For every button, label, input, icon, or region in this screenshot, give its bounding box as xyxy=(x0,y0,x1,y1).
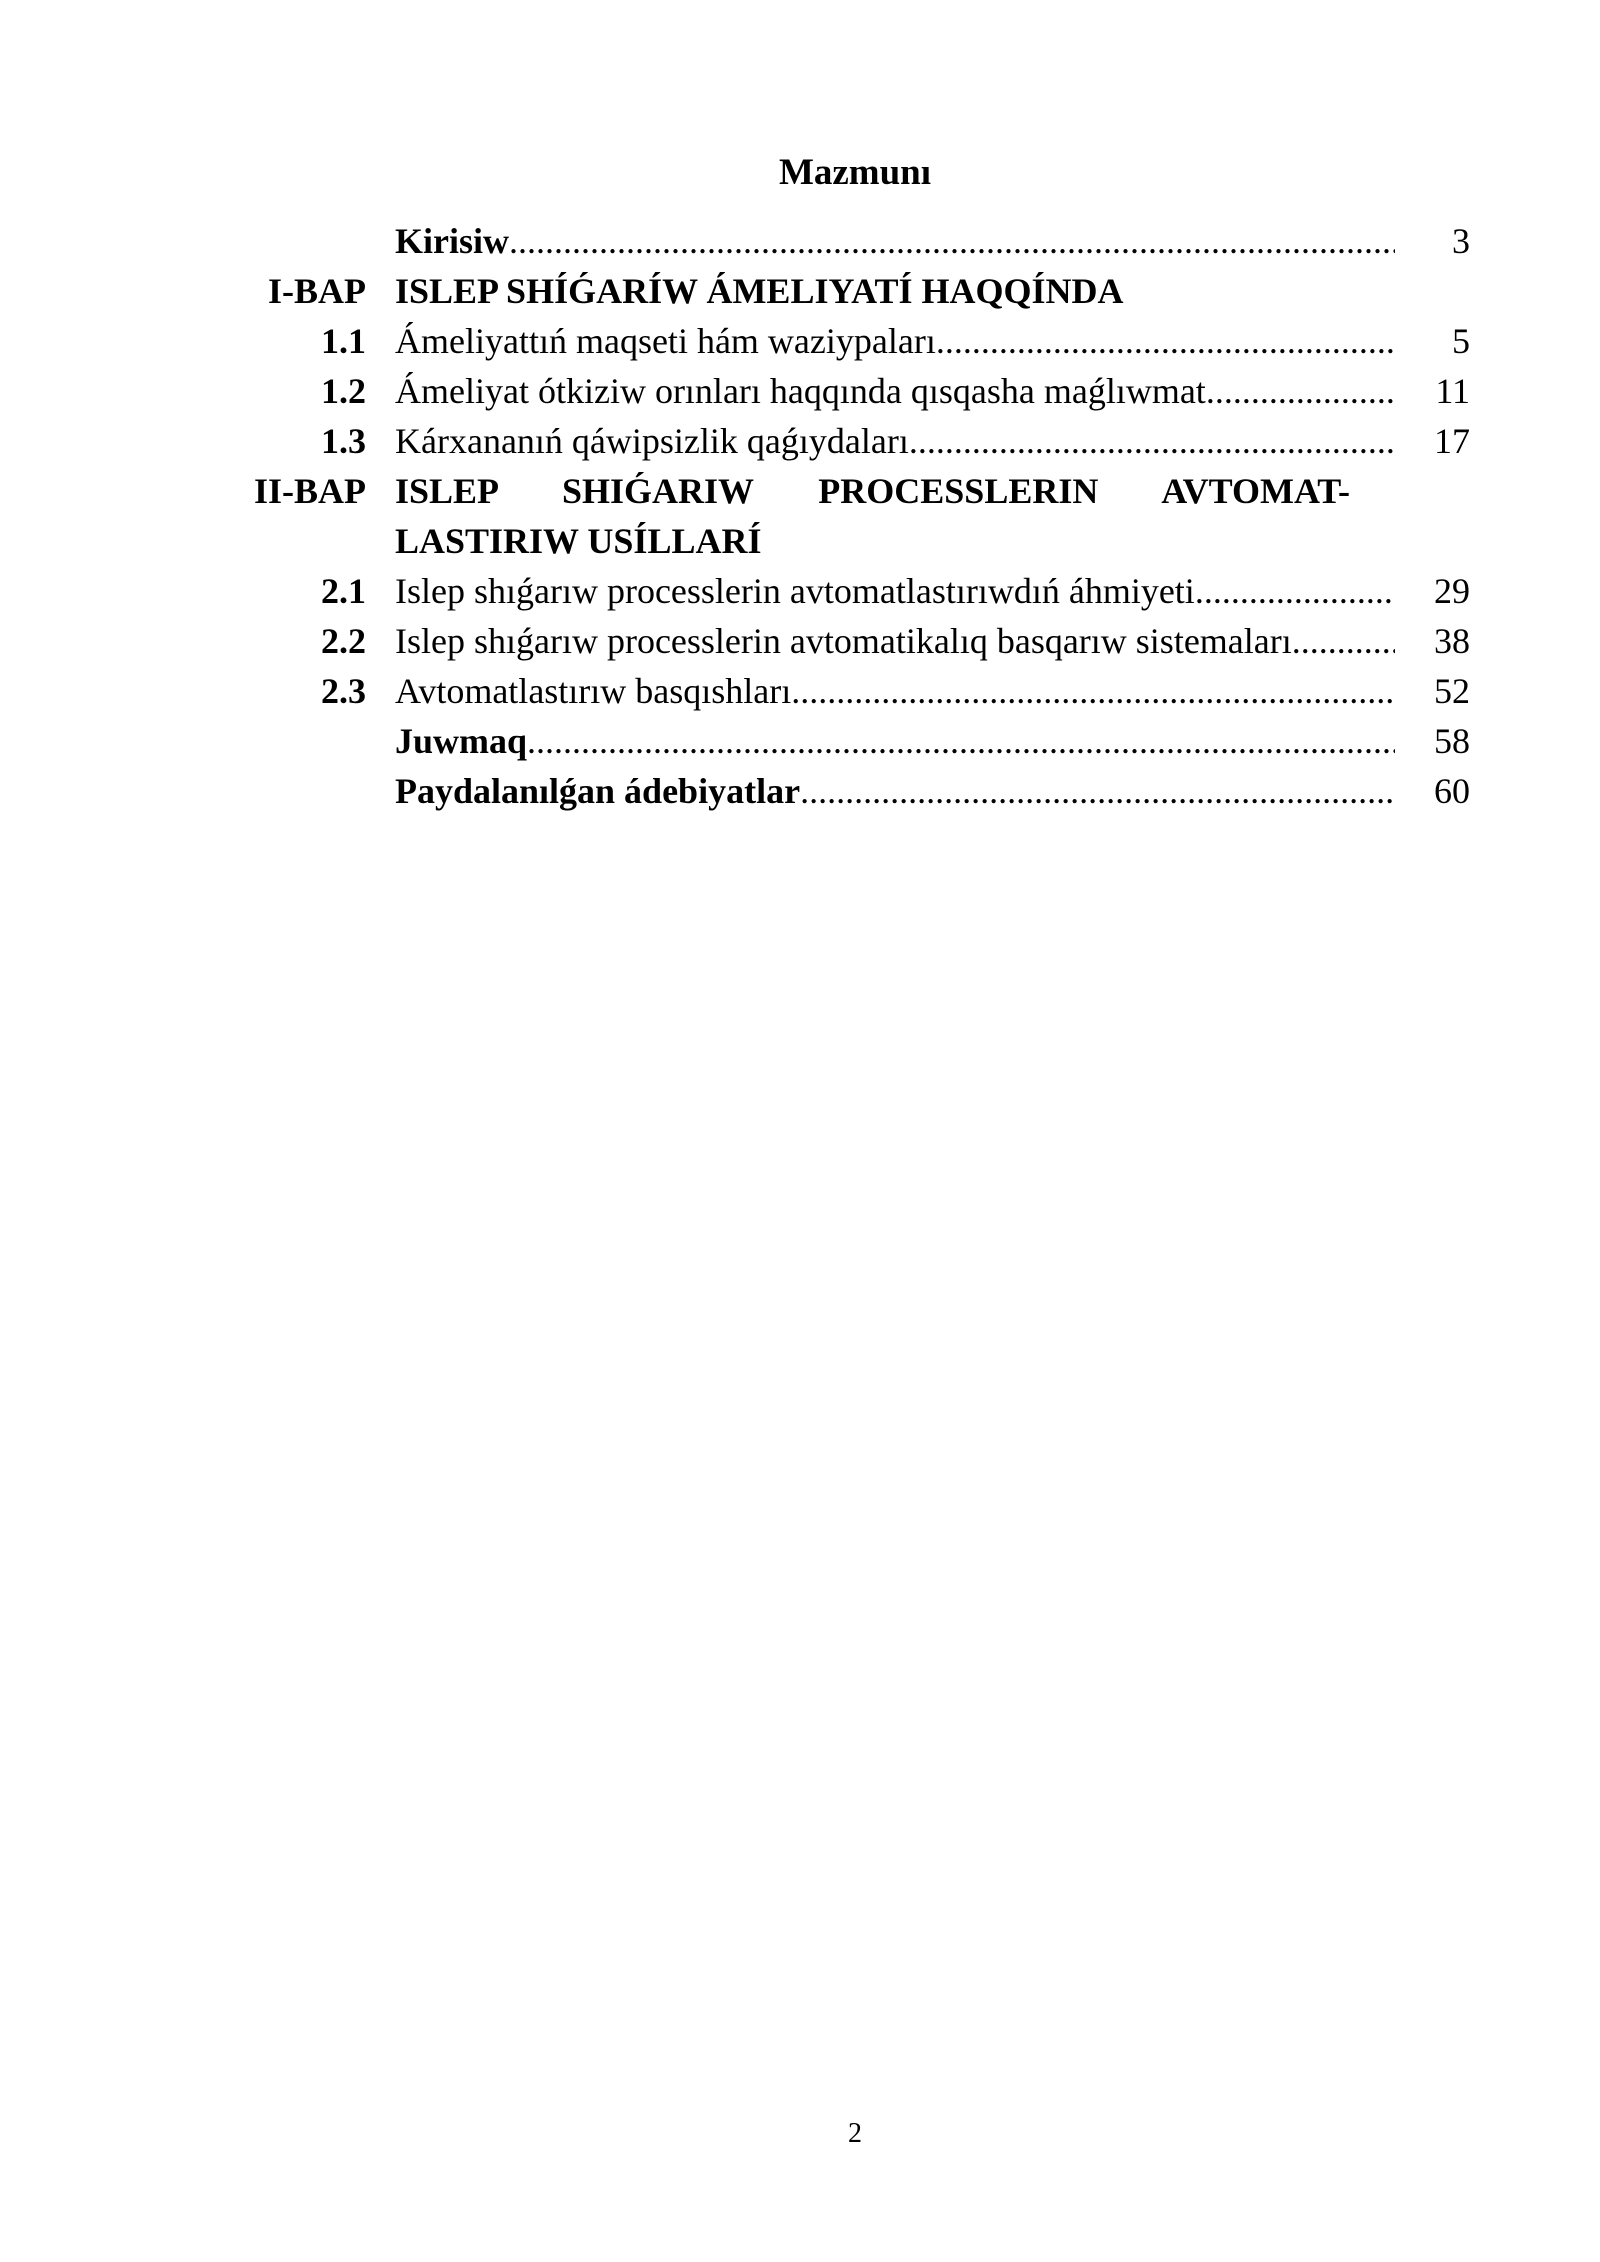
toc-chapter-title-line1: ISLEP SHIǴARIW PROCESSLERIN AVTOMAT- xyxy=(395,471,1350,511)
table-of-contents xyxy=(230,216,1470,816)
toc-entry-number: 1.3 xyxy=(321,421,366,461)
toc-entry-title xyxy=(395,216,1395,266)
dot-leader xyxy=(509,216,1395,266)
dot-leader xyxy=(791,666,1395,716)
toc-entry-number: 1.1 xyxy=(321,321,366,361)
toc-entry-2-1 xyxy=(230,566,1470,616)
toc-entry-title xyxy=(395,666,1395,716)
toc-entry-kirisiw xyxy=(230,216,1470,266)
toc-chapter-title: ISLEP SHÍǴARÍW ÁMELIYATÍ HAQQÍNDA xyxy=(395,271,1124,311)
toc-chapter-title xyxy=(395,466,1395,566)
toc-entry-title xyxy=(395,566,1395,616)
toc-entry-page: 38 xyxy=(1434,621,1470,661)
toc-chapter-title-line2: LASTIRIW USÍLLARÍ xyxy=(395,521,762,561)
toc-entry-page: 3 xyxy=(1452,221,1470,261)
toc-entry-1-3 xyxy=(230,416,1470,466)
toc-entry-page: 60 xyxy=(1434,771,1470,811)
toc-entry-text: Kárxananıń qáwipsizlik qaǵıydaları xyxy=(395,421,909,461)
toc-entry-number: 1.2 xyxy=(321,371,366,411)
toc-entry-text: Ámeliyattıń maqseti hám waziypaları xyxy=(395,321,936,361)
toc-chapter-number: II-BAP xyxy=(253,471,366,511)
toc-chapter-1 xyxy=(230,266,1470,316)
toc-entry-title xyxy=(395,616,1395,666)
toc-entry-title xyxy=(395,416,1395,466)
toc-entry-2-3 xyxy=(230,666,1470,716)
dot-leader xyxy=(1195,566,1395,616)
dot-leader xyxy=(527,716,1395,766)
toc-entry-text: Avtomatlastırıw basqıshları xyxy=(395,671,792,711)
toc-entry-page: 11 xyxy=(1435,371,1470,411)
dot-leader xyxy=(909,416,1395,466)
toc-entry-text: Ámeliyat ótkiziw orınları haqqında qısqasha maǵlıwmat xyxy=(395,371,1206,411)
toc-entry-juwmaq xyxy=(230,716,1470,766)
dot-leader xyxy=(936,316,1395,366)
toc-entry-title xyxy=(395,366,1395,416)
toc-entry-title xyxy=(395,766,1395,816)
toc-entry-text: Juwmaq xyxy=(395,721,528,761)
toc-entry-text: Islep shıǵarıw processlerin avtomatikalıq basqarıw sistemaları xyxy=(395,621,1292,661)
toc-entry-page: 58 xyxy=(1434,721,1470,761)
toc-entry-number: 2.2 xyxy=(321,621,366,661)
toc-entry-1-1 xyxy=(230,316,1470,366)
toc-entry-text: Islep shıǵarıw processlerin avtomatlastırıwdıń áhmiyeti xyxy=(395,571,1195,611)
dot-leader xyxy=(1292,616,1395,666)
toc-entry-2-2 xyxy=(230,616,1470,666)
dot-leader xyxy=(1206,366,1395,416)
dot-leader xyxy=(800,766,1395,816)
toc-entry-title xyxy=(395,716,1395,766)
toc-chapter-2 xyxy=(230,466,1470,566)
toc-entry-text: Paydalanılǵan ádebiyatlar xyxy=(395,771,801,811)
page-number: 2 xyxy=(848,2118,862,2149)
toc-title: Mazmunı xyxy=(778,152,932,193)
toc-entry-page: 5 xyxy=(1452,321,1470,361)
toc-entry-page: 17 xyxy=(1434,421,1470,461)
toc-entry-number: 2.3 xyxy=(321,671,366,711)
toc-entry-references xyxy=(230,766,1470,816)
toc-entry-title xyxy=(395,316,1395,366)
toc-chapter-number: I-BAP xyxy=(268,271,366,311)
toc-entry-page: 52 xyxy=(1434,671,1470,711)
toc-entry-text: Kirisiw xyxy=(395,221,509,261)
toc-entry-page: 29 xyxy=(1434,571,1470,611)
toc-entry-1-2 xyxy=(230,366,1470,416)
toc-entry-number: 2.1 xyxy=(321,571,366,611)
